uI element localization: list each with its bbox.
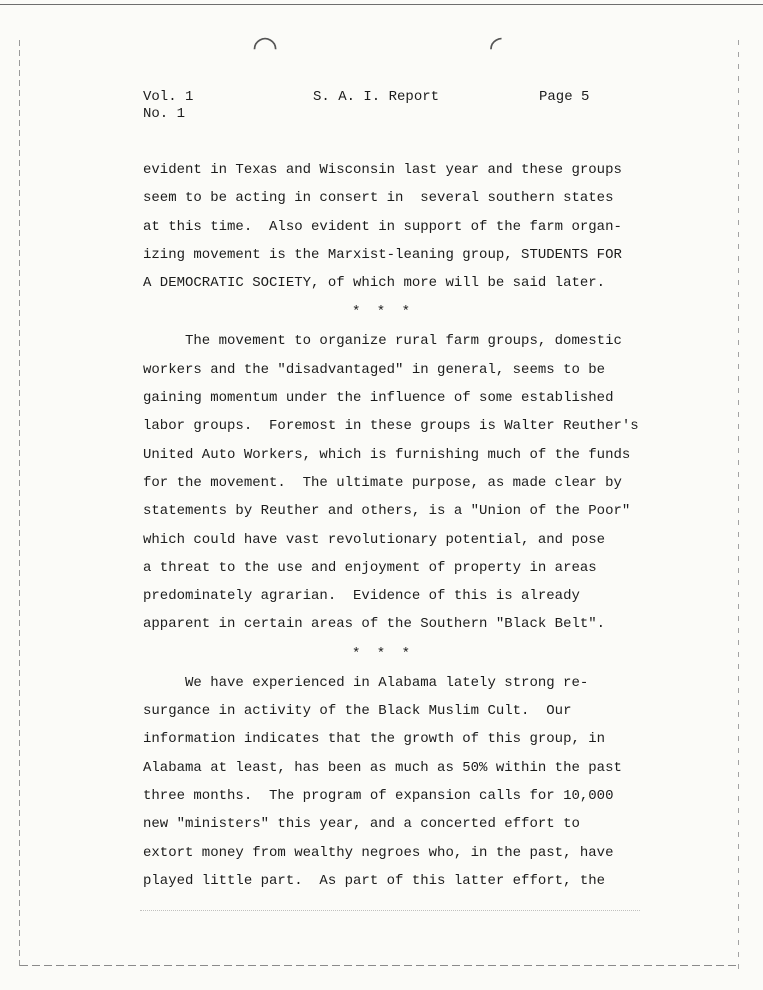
scan-edge-left <box>19 40 20 970</box>
text-line: A DEMOCRATIC SOCIETY, of which more will be said later. <box>143 275 606 292</box>
text-line: played little part. As part of this latter effort, the <box>143 872 606 889</box>
text-line: Alabama at least, has been as much as 50% within the past <box>143 759 622 776</box>
text-line: surgance in activity of the Black Muslim Cult. Our <box>143 703 572 720</box>
text-line: statements by Reuther and others, is a "Union of the Poor" <box>143 503 631 520</box>
scan-edge-top <box>0 4 763 5</box>
text-line: labor groups. Foremost in these groups is Walter Reuther's <box>143 418 639 435</box>
text-line: seem to be acting in consert in several southern states <box>143 190 614 207</box>
scan-edge-bottom <box>20 965 740 966</box>
text-line: workers and the "disadvantaged" in general, seems to be <box>143 361 606 378</box>
text-line: We have experienced in Alabama lately strong re- <box>185 674 589 691</box>
volume-number: Vol. 1 No. 1 <box>143 89 194 122</box>
report-title: S. A. I. Report <box>313 89 440 105</box>
text-line: gaining momentum under the influence of some established <box>143 390 614 407</box>
page-number: Page 5 <box>539 89 590 105</box>
text-line: at this time. Also evident in support of the farm organ- <box>143 218 622 235</box>
text-line: United Auto Workers, which is furnishing much of the funds <box>143 446 631 463</box>
text-line: information indicates that the growth of this group, in <box>143 731 606 748</box>
scan-edge-right <box>738 40 739 970</box>
text-line: predominately agrarian. Evidence of this is already <box>143 588 580 605</box>
text-line: three months. The program of expansion calls for 10,000 <box>143 787 614 804</box>
report-body <box>143 156 663 895</box>
punch-hole-mark-right-icon: ◜ <box>490 30 502 65</box>
text-line: which could have vast revolutionary potential, and pose <box>143 531 606 548</box>
text-line: evident in Texas and Wisconsin last year and these groups <box>143 162 622 178</box>
punch-hole-mark-left-icon: ◠ <box>252 30 279 65</box>
text-line: izing movement is the Marxist-leaning group, STUDENTS FOR <box>143 246 622 263</box>
text-line: extort money from wealthy negroes who, in the past, have <box>143 844 614 861</box>
illegible-bottom-line <box>140 896 640 911</box>
text-line: new "ministers" this year, and a concerted effort to <box>143 816 580 833</box>
section-divider: * * * <box>351 304 414 321</box>
text-line: for the movement. The ultimate purpose, as made clear by <box>143 474 622 491</box>
section-divider: * * * <box>351 645 414 662</box>
text-line: a threat to the use and enjoyment of property in areas <box>143 559 597 576</box>
text-line: apparent in certain areas of the Southern "Black Belt". <box>143 616 606 633</box>
text-line: The movement to organize rural farm groups, domestic <box>185 333 622 350</box>
